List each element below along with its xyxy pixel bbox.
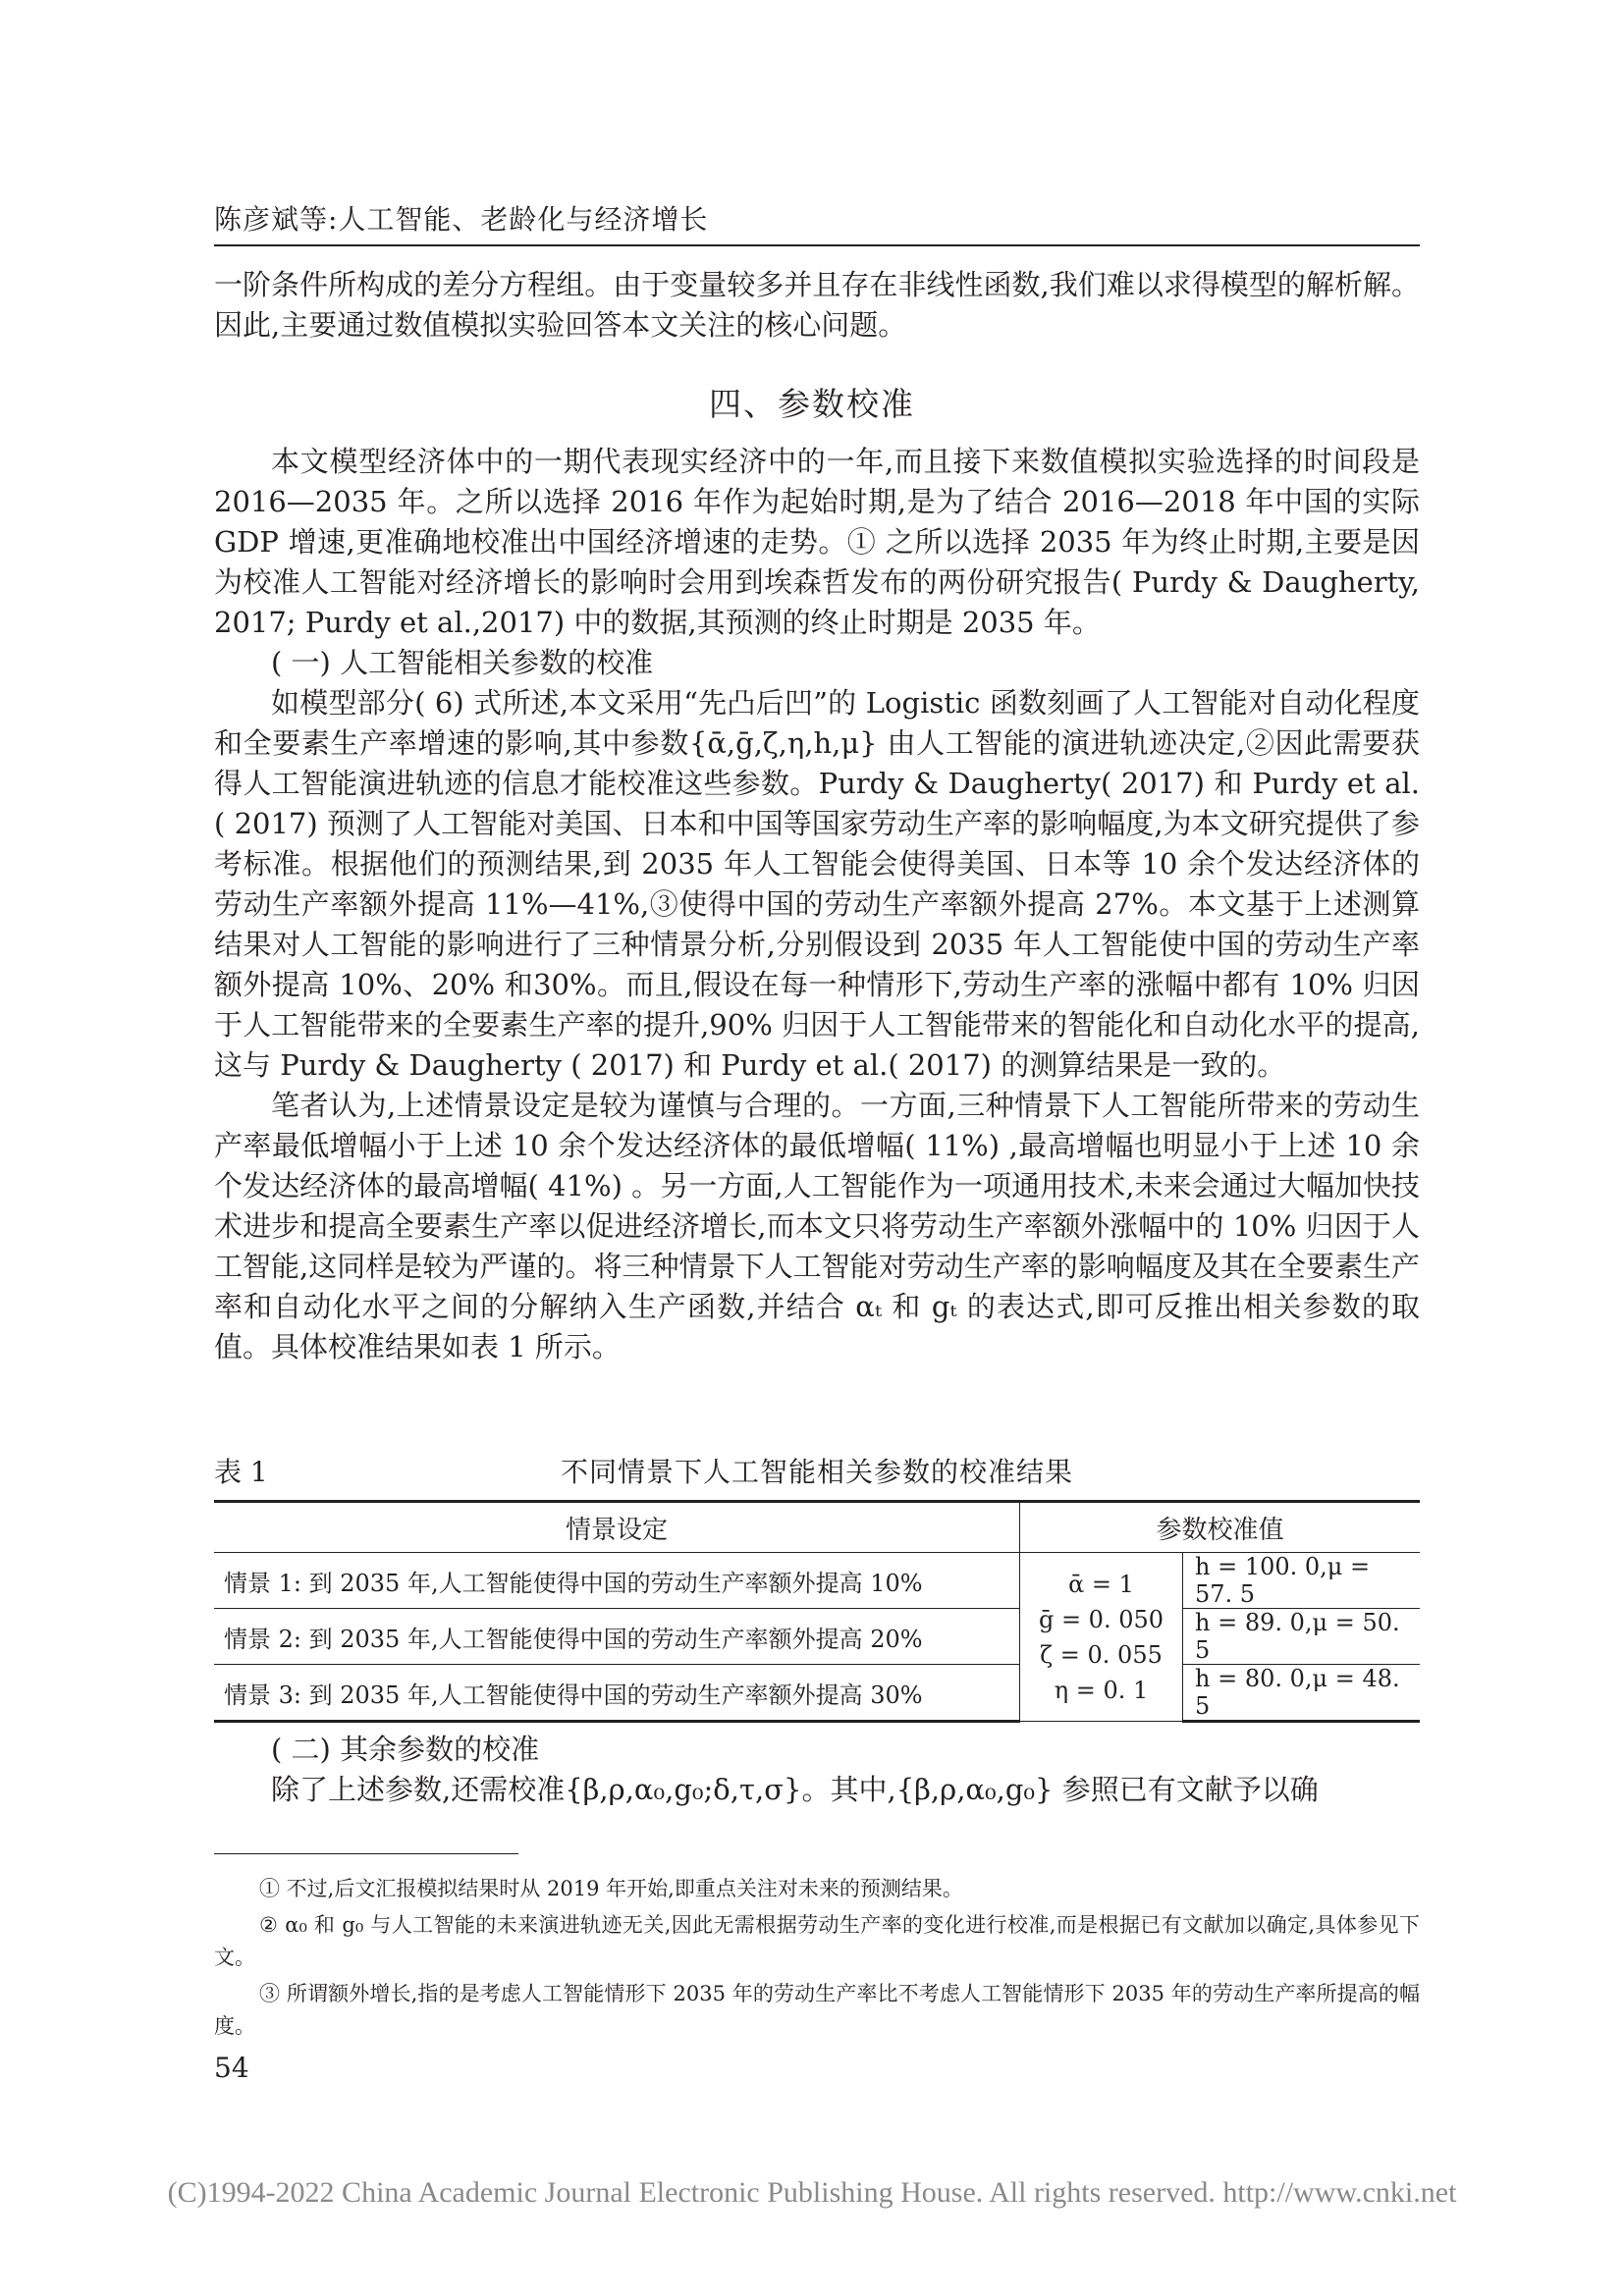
subsection-heading-1: ( 一) 人工智能相关参数的校准 (271, 646, 654, 679)
h-mu-cell: h = 100. 0,μ = 57. 5 (1183, 1553, 1421, 1609)
footnote-2: ② α₀ 和 g₀ 与人工智能的未来演进轨迹无关,因此无需根据劳动生产率的变化进行校准,而是根据已有文献加以确定,具体参见下文。 (214, 1913, 1420, 1969)
header-scenario: 情景设定 (214, 1502, 1020, 1553)
param-alpha-bar: ᾱ = 1 (1068, 1570, 1134, 1598)
scenario-cell: 情景 3: 到 2035 年,人工智能使得中国的劳动生产率额外提高 30% (214, 1665, 1020, 1722)
table-row (214, 1665, 1420, 1722)
running-head: 陈彦斌等:人工智能、老龄化与经济增长 (214, 203, 709, 236)
scenario-cell: 情景 2: 到 2035 年,人工智能使得中国的劳动生产率额外提高 20% (214, 1609, 1020, 1665)
copyright-line: (C)1994-2022 China Academic Journal Electronic Publishing House. All rights reserved. http://www.cnki.net (167, 2176, 1457, 2209)
header-values: 参数校准值 (1020, 1502, 1421, 1553)
paragraph-2: 如模型部分( 6) 式所述,本文采用“先凸后凹”的 Logistic 函数刻画了人工智能对自动化程度和全要素生产率增速的影响,其中参数{ᾱ,ḡ,ζ,η,h,μ} 由人工智能的演进轨迹决定,②因此需要获得人工智能演进轨迹的信息才能校准这些参数。Purdy & Daugherty( 2017) 和 Purdy et al.( 2017) 预测了人工智能对美国、日本和中国等国家劳动生产率的影响幅度,为本文研究提供了参考标准。根据他们的预测结果,到 2035 年人工智能会使得美国、日本等 10 余个发达经济体的劳动生产率额外提高 11%—41%,③使得中国的劳动生产率额外提高 27%。本文基于上述测算结果对人工智能的影响进行了三种情景分析,分别假设到 2035 年人工智能使中国的劳动生产率额外提高 10%、20% 和30%。而且,假设在每一种情形下,劳动生产率的涨幅中都有 10% 归因于人工智能带来的全要素生产率的提升,90% 归因于人工智能带来的智能化和自动化水平的提高,这与 Purdy & Daugherty ( 2017) 和 Purdy et al.( 2017) 的测算结果是一致的。 (214, 686, 1420, 1082)
header-rule (214, 244, 1420, 246)
section-title: 四、参数校准 (709, 385, 915, 423)
intro-block (214, 265, 1420, 346)
after-table-block (214, 1730, 1420, 1810)
param-zeta: ζ = 0. 055 (1040, 1640, 1163, 1669)
footnotes (214, 1873, 1420, 2047)
scenario-cell: 情景 1: 到 2035 年,人工智能使得中国的劳动生产率额外提高 10% (214, 1553, 1020, 1609)
paragraph-3: 笔者认为,上述情景设定是较为谨慎与合理的。一方面,三种情景下人工智能所带来的劳动生产率最低增幅小于上述 10 余个发达经济体的最低增幅( 11%) ,最高增幅也明显小于上述 10 余个发达经济体的最高增幅( 41%) 。另一方面,人工智能作为一项通用技术,未来会通过大幅加快技术进步和提高全要素生产率以促进经济增长,而本文只将劳动生产率额外涨幅中的 10% 归因于人工智能,这同样是较为严谨的。将三种情景下人工智能对劳动生产率的影响幅度及其在全要素生产率和自动化水平之间的分解纳入生产函数,并结合 αₜ 和 gₜ 的表达式,即可反推出相关参数的取值。具体校准结果如表 1 所示。 (214, 1089, 1420, 1363)
calibration-table (214, 1500, 1420, 1723)
table-row (214, 1553, 1420, 1609)
intro-paragraph: 一阶条件所构成的差分方程组。由于变量较多并且存在非线性函数,我们难以求得模型的解析解。因此,主要通过数值模拟实验回答本文关注的核心问题。 (214, 268, 1420, 342)
table-title: 不同情景下人工智能相关参数的校准结果 (560, 1456, 1073, 1488)
table-caption (214, 1451, 1420, 1490)
footnote-rule (214, 1853, 518, 1854)
subsection-heading-2: ( 二) 其余参数的校准 (271, 1733, 540, 1766)
h-mu-cell: h = 80. 0,μ = 48. 5 (1183, 1665, 1421, 1722)
paragraph-1: 本文模型经济体中的一期代表现实经济中的一年,而且接下来数值模拟实验选择的时间段是2016—2035 年。之所以选择 2016 年作为起始时期,是为了结合 2016—2018 年中国的实际 GDP 增速,更准确地校准出中国经济增速的走势。① 之所以选择 2035 年为终止时期,主要是因为校准人工智能对经济增长的影响时会用到埃森哲发布的两份研究报告( Purdy & Daugherty, 2017; Purdy et al.,2017) 中的数据,其预测的终止时期是 2035 年。 (214, 445, 1420, 639)
table-row (214, 1609, 1420, 1665)
shared-params-cell (1020, 1553, 1183, 1722)
page-number: 54 (214, 2052, 249, 2084)
table-label: 表 1 (214, 1456, 268, 1488)
param-eta: η = 0. 1 (1054, 1676, 1149, 1704)
main-text-block (214, 442, 1420, 1367)
param-g-bar: ḡ = 0. 050 (1038, 1605, 1164, 1633)
footnote-1: ① 不过,后文汇报模拟结果时从 2019 年开始,即重点关注对未来的预测结果。 (259, 1877, 963, 1900)
footnote-3: ③ 所谓额外增长,指的是考虑人工智能情形下 2035 年的劳动生产率比不考虑人工智能情形下 2035 年的劳动生产率所提高的幅度。 (214, 1982, 1420, 2038)
paragraph-4: 除了上述参数,还需校准{β,ρ,α₀,g₀;δ,τ,σ}。其中,{β,ρ,α₀,g₀} 参照已有文献予以确 (271, 1773, 1319, 1806)
h-mu-cell: h = 89. 0,μ = 50. 5 (1183, 1609, 1421, 1665)
table-header-row (214, 1502, 1420, 1553)
